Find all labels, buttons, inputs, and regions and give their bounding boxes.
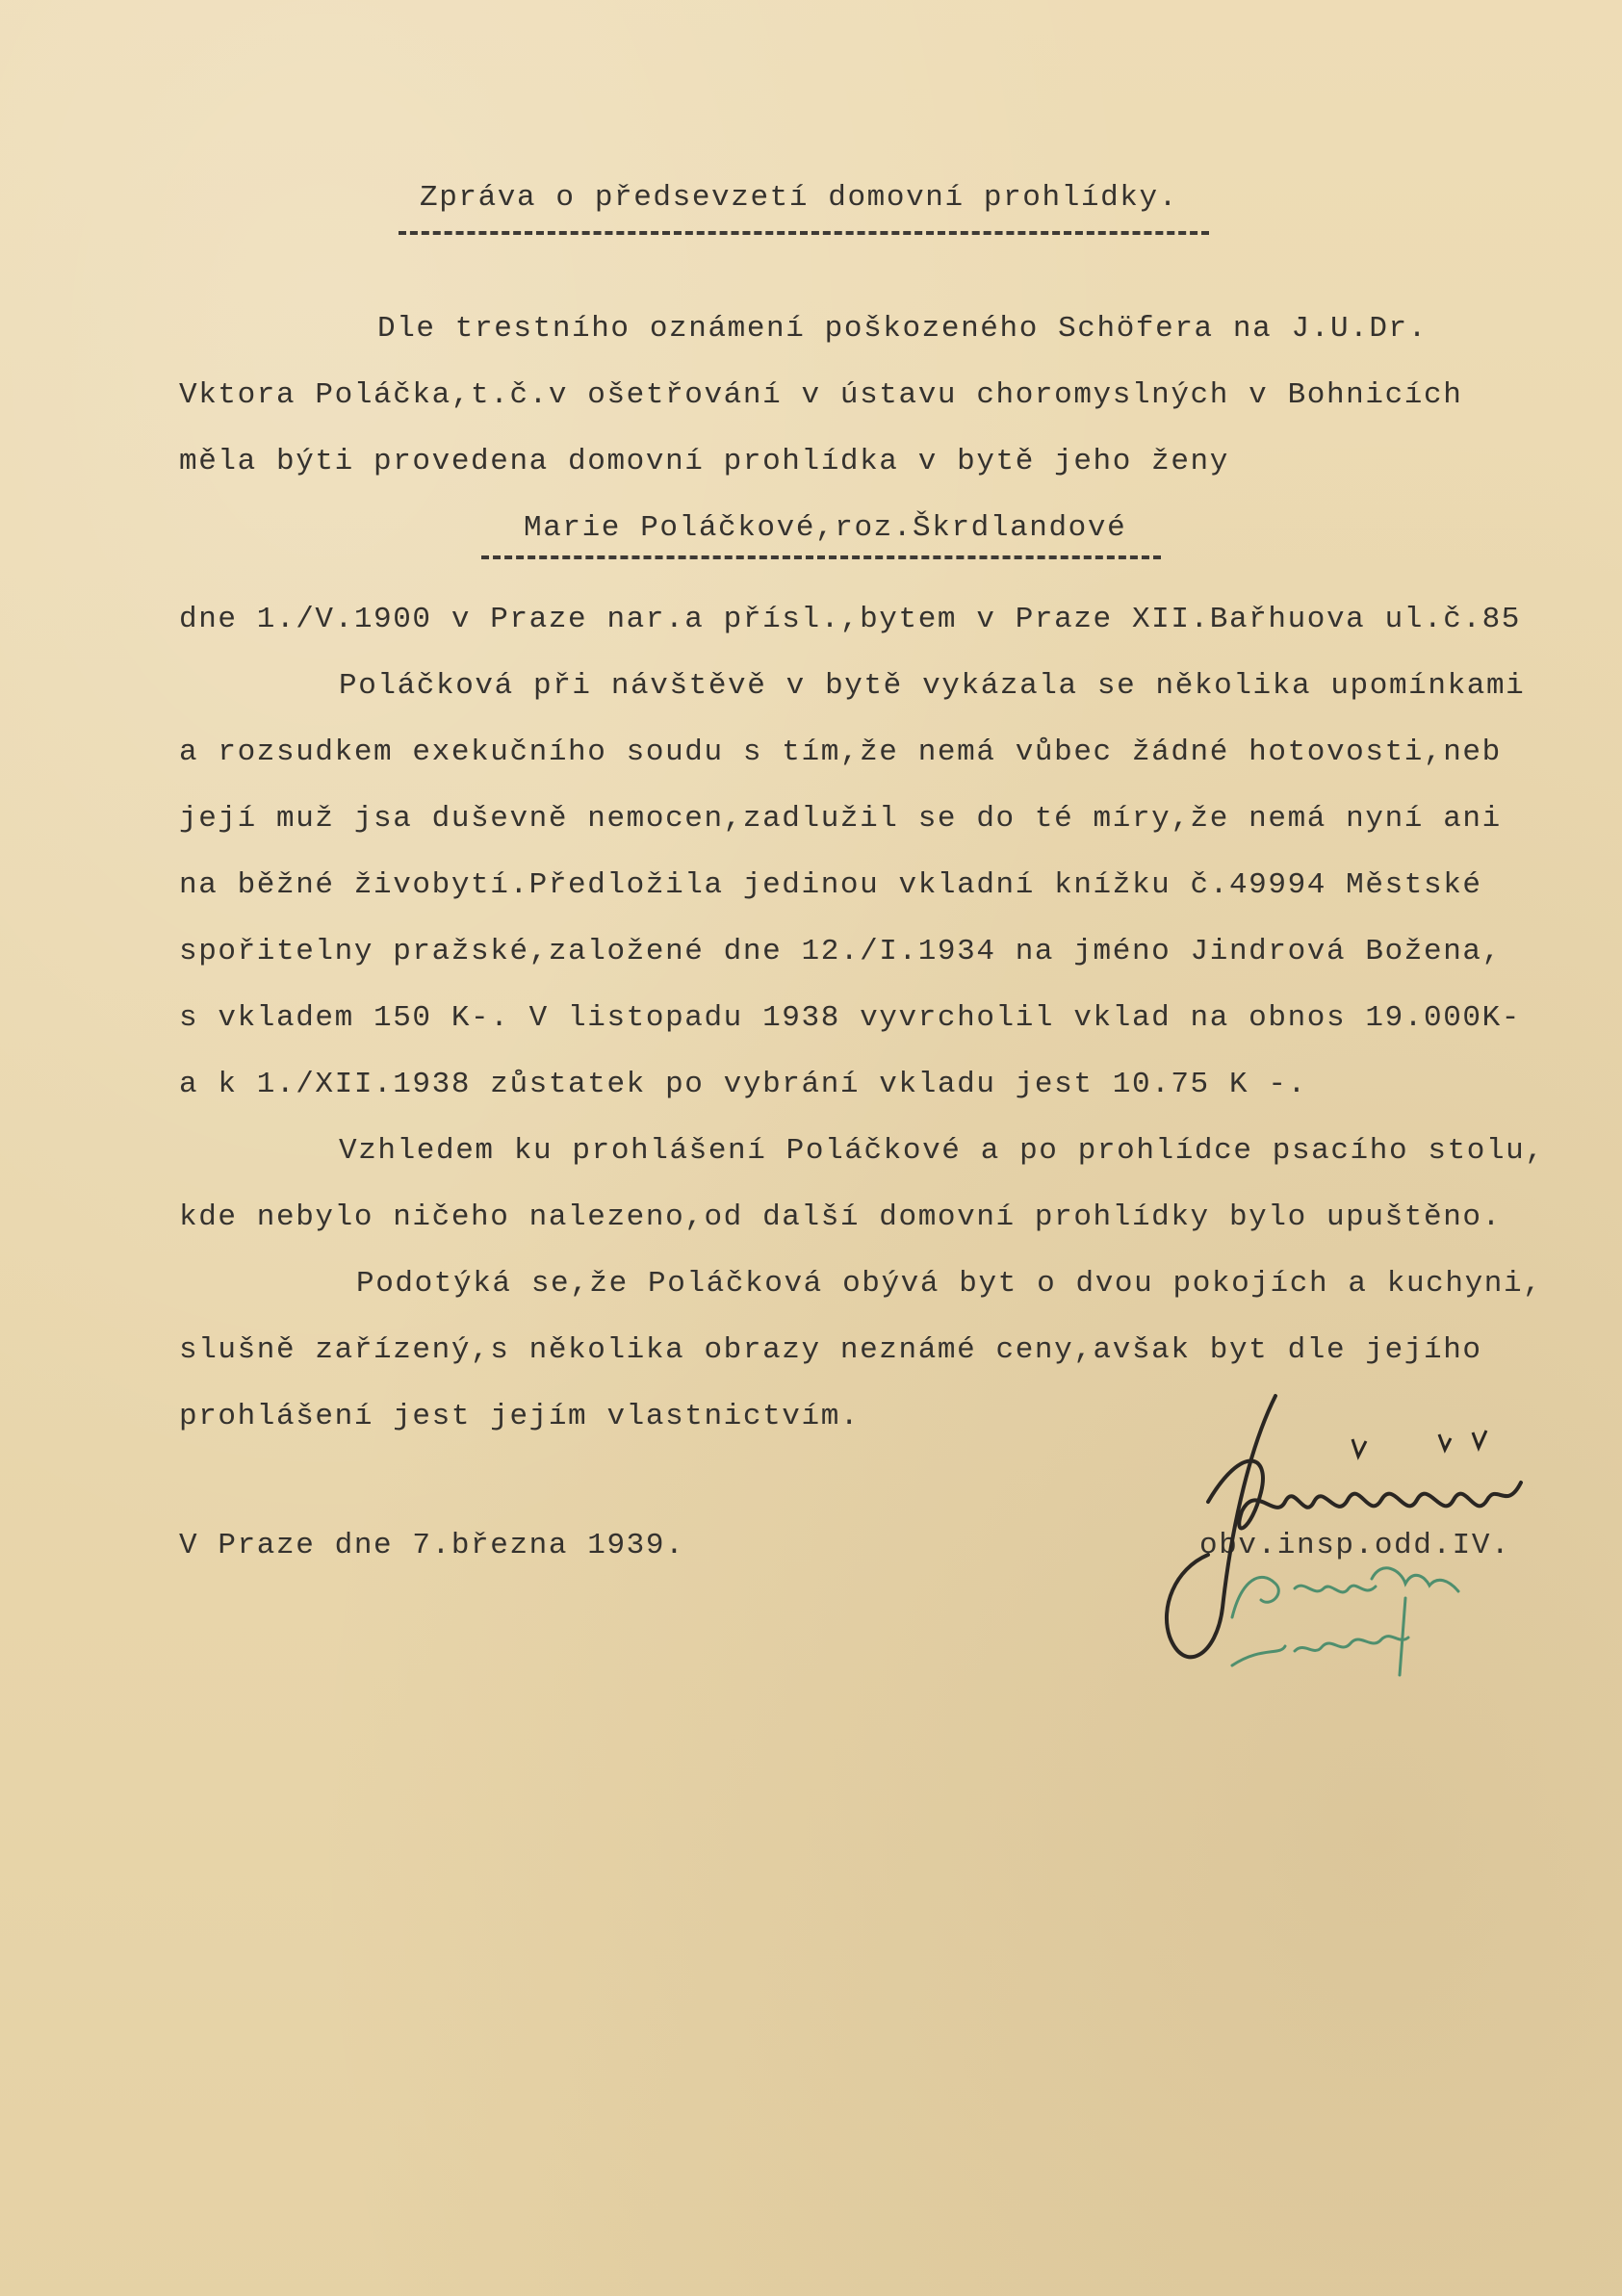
paragraph3-line2: kde nebylo ničeho nalezeno,od další domovní prohlídky bylo upuštěno. xyxy=(179,1200,1502,1234)
paragraph2-line4: na běžné živobytí.Předložila jedinou vkladní knížku č.49994 Městské xyxy=(179,868,1482,902)
handwritten-signature xyxy=(1117,1386,1559,1704)
paragraph1-line3: měla býti provedena domovní prohlídka v bytě jeho ženy xyxy=(179,445,1229,478)
paragraph2-line3: její muž jsa duševně nemocen,zadlužil se do té míry,že nemá nyní ani xyxy=(179,802,1502,836)
paragraph2-line6: s vkladem 150 K-. V listopadu 1938 vyvrcholil vklad na obnos 19.000K- xyxy=(179,1001,1522,1035)
paragraph2-line1: Poláčková při návštěvě v bytě vykázala se několika upomínkami xyxy=(339,669,1526,703)
subject-underline xyxy=(481,555,1161,559)
document-title: Zpráva o předsevzetí domovní prohlídky. xyxy=(420,181,1178,215)
place-date: V Praze dne 7.března 1939. xyxy=(179,1529,685,1562)
subject-details: dne 1./V.1900 v Praze nar.a přísl.,bytem v Praze XII.Bařhuova ul.č.85 xyxy=(179,603,1522,636)
paragraph2-line2: a rozsudkem exekučního soudu s tím,že nemá vůbec žádné hotovosti,neb xyxy=(179,735,1502,769)
signatory-title: obv.insp.odd.IV. xyxy=(1199,1529,1511,1562)
paragraph4-line3: prohlášení jest jejím vlastnictvím. xyxy=(179,1400,861,1433)
paragraph4-line1: Podotýká se,že Poláčková obývá byt o dvou pokojích a kuchyni, xyxy=(356,1267,1543,1301)
paragraph1-line2: Vktora Poláčka,t.č.v ošetřování v ústavu choromyslných v Bohnicích xyxy=(179,378,1463,412)
paragraph2-line5: spořitelny pražské,založené dne 12./I.1934 na jméno Jindrová Božena, xyxy=(179,935,1502,968)
paragraph4-line2: slušně zařízený,s několika obrazy neznámé ceny,avšak byt dle jejího xyxy=(179,1333,1482,1367)
paragraph3-line1: Vzhledem ku prohlášení Poláčkové a po prohlídce psacího stolu, xyxy=(339,1134,1545,1168)
subject-name: Marie Poláčkové,roz.Škrdlandové xyxy=(524,511,1127,545)
paragraph1-line1: Dle trestního oznámení poškozeného Schöfera na J.U.Dr. xyxy=(377,312,1428,346)
title-underline xyxy=(399,231,1209,235)
paragraph2-line7: a k 1./XII.1938 zůstatek po vybrání vkladu jest 10.75 K -. xyxy=(179,1068,1307,1101)
